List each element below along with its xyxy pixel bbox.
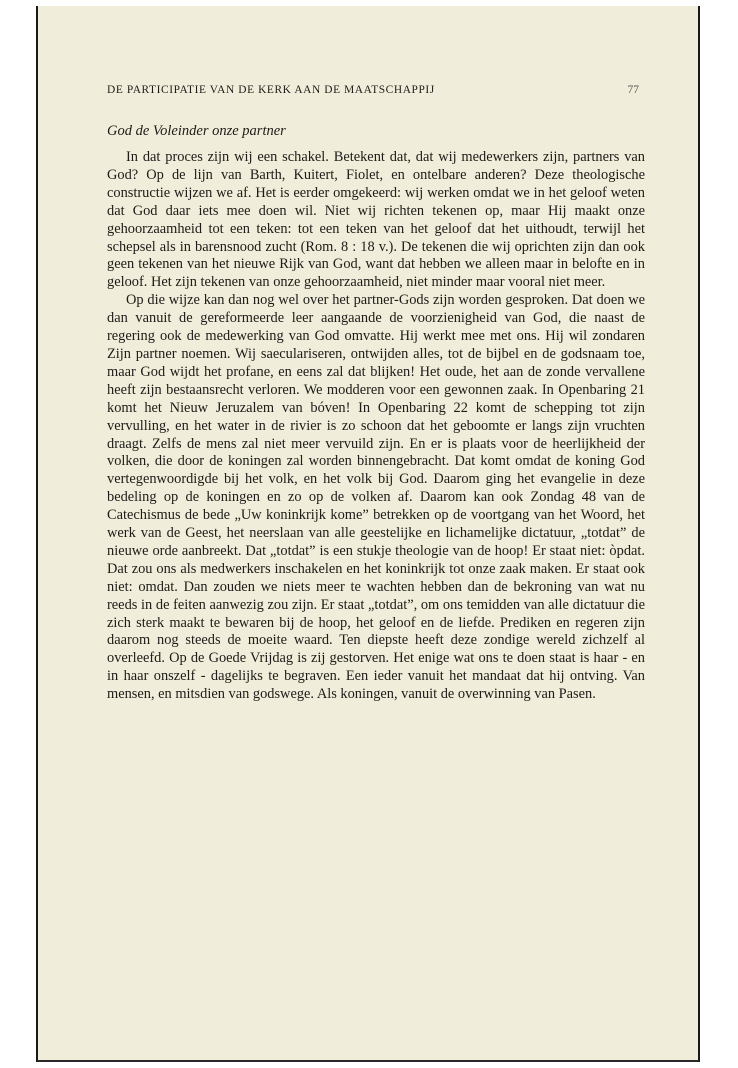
section-title: God de Voleinder onze partner xyxy=(107,123,286,139)
paragraph: In dat proces zijn wij een schakel. Betekent dat, dat wij medewerkers zijn, partners van God? Op de lijn van Barth, Kuitert, Fiolet, en ontelbare anderen? Deze theologische constructie wijzen we af. Het is eerder omgekeerd: wij werken omdat we in het geloof weten dat God daar iets mee doen wil. Niet wij richten tekenen op, maar Hij maakt onze gehoorzaamheid tot een teken: tot een teken van het geloof dat het uithoudt, terwijl het schepsel als in barensnood zucht (Rom. 8 : 18 v.). De tekenen die wij oprichten zijn dan ook geen tekenen van het nieuwe Rijk van God, want dat hebben we alleen maar in belofte en in geloof. Het zijn tekenen van onze gehoorzaamheid, niet minder maar vooral niet meer. xyxy=(107,149,645,291)
page-number: 77 xyxy=(627,84,639,96)
running-title: DE PARTICIPATIE VAN DE KERK AAN DE MAATSCHAPPIJ xyxy=(107,84,435,96)
body-text xyxy=(107,149,645,704)
running-header xyxy=(107,84,639,96)
paragraph: Op die wijze kan dan nog wel over het partner-Gods zijn worden gesproken. Dat doen we dan vanuit de gereformeerde leer aangaande de voorzienigheid van God, die naast de regering ook de medewerking van God omvatte. Hij werkt mee met ons. Hij wil zondaren Zijn partner noemen. Wij saeculariseren, ontwijden alles, tot de bijbel en de godsnaam toe, maar God wijdt het profane, en eens zal dat blijken! Het oude, het aan de zonde vervallene heeft zijn bestaansrecht verloren. We modderen voor een gewonnen zaak. In Openbaring 21 komt het Nieuw Jeruzalem van bóven! In Openbaring 22 komt de schepping tot zijn vervulling, en het water in de rivier is zo schoon dat het geboomte er langs zijn vruchten draagt. Zelfs de mens zal niet meer vervuild zijn. En er is plaats voor de heerlijkheid der volken, die door de koningen zal worden binnengebracht. Dat komt omdat de koning God vertegenwoordigde bij het volk, en het volk bij God. Daarom ging het evangelie in deze bedeling op de koningen en zo op de volken af. Daarom kan ook Zondag 48 van de Catechismus de bede „Uw koninkrijk kome” betrekken op de voortgang van het Woord, het werk van de Geest, het neerslaan van alle geestelijke en lichamelijke dictatuur, „totdat” de nieuwe orde aanbreekt. Dat „totdat” is een stukje theologie van de hoop! Er staat niet: òpdat. Dat zou ons als medwerkers inschakelen en het koninkrijk tot onze zaak maken. Er staat ook niet: omdat. Dan zouden we niets meer te wachten hebben dan de bekroning van wat nu reeds in de feiten aanwezig zou zijn. Er staat „totdat”, om ons temidden van alle dictatuur die zich sterk maakt te bewaren bij de hoop, het geloof en de liefde. Prediken en regeren zijn daarom nog steeds de moeite waard. Ten diepste heeft deze zondige wereld zichzelf al overleefd. Op de Goede Vrijdag is zij gestorven. Het enige wat ons te doen staat is haar - en in haar onszelf - dagelijks te begraven. Een ieder vanuit het mandaat dat hij ontving. Van mensen, en mitsdien van godswege. Als koningen, vanuit de overwinning van Pasen. xyxy=(107,292,645,703)
book-page xyxy=(36,6,700,1062)
